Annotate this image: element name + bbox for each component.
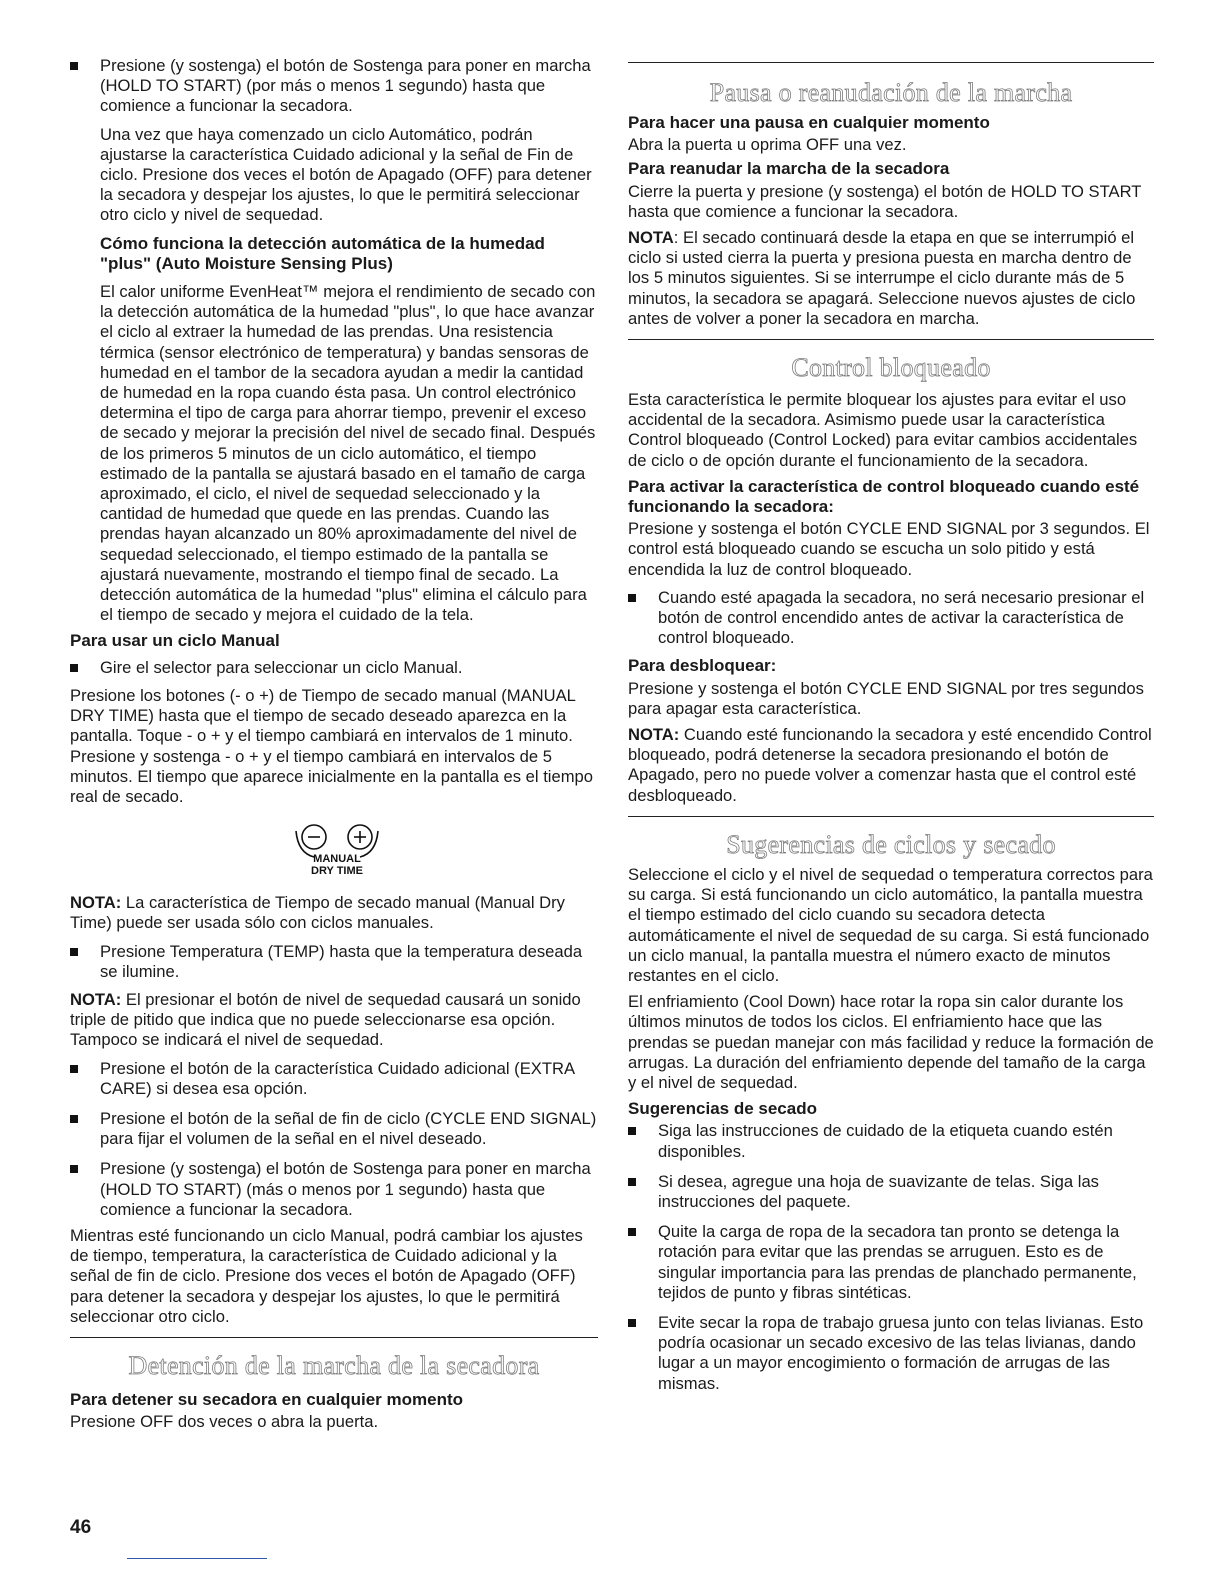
list-item: Cuando esté apagada la secadora, no será necesario presionar el botón de control encendido antes de activar la característica de control bloqueado.	[628, 588, 1154, 649]
manual-dry-time-buttons-icon	[274, 817, 394, 883]
left-column	[70, 56, 598, 1438]
section-divider	[628, 339, 1154, 340]
paragraph: Mientras esté funcionando un ciclo Manual, podrá cambiar los ajustes de tiempo, temperatura, la característica de Cuidado adicional y la señal de fin de ciclo. Presione dos veces el botón de Apagado (OFF) para detener la secadora y despejar los ajustes, lo que le permitirá seleccionar otro ciclo.	[70, 1225, 583, 1326]
list-item: Si desea, agregue una hoja de suavizante de telas. Siga las instrucciones del paquete.	[628, 1172, 1154, 1212]
subheading-unlock: Para desbloquear:	[628, 656, 777, 676]
paragraph: Presione y sostenga el botón CYCLE END SIGNAL por 3 segundos. El control está bloqueado cuando se escucha un solo pitido y está encendida la luz de control bloqueado.	[628, 519, 1150, 579]
list-item: Siga las instrucciones de cuidado de la etiqueta cuando estén disponibles.	[628, 1121, 1154, 1161]
figure-label-dry-time: DRY TIME	[311, 865, 363, 878]
note	[628, 725, 1154, 806]
section-divider	[628, 62, 1154, 63]
right-column	[628, 62, 1154, 1402]
note-label: NOTA:	[70, 893, 122, 913]
section-title-lock: Control bloqueado	[791, 353, 991, 383]
paragraph: Esta característica le permite bloquear los ajustes para evitar el uso accidental de la secadora. Asimismo puede usar la característica Control bloqueado (Control Locked) para evitar cambios accidentales de ciclo o de opción durante el funcionamiento de la secadora.	[628, 390, 1138, 470]
subheading-auto-moisture: Cómo funciona la detección automática de la humedad "plus" (Auto Moisture Sensing Plus)	[100, 233, 545, 273]
note	[70, 893, 598, 933]
figure-label-manual: MANUAL	[313, 853, 361, 866]
paragraph: Cierre la puerta y presione (y sostenga) el botón de HOLD TO START hasta que comience a funcionar la secadora.	[628, 181, 1142, 221]
subheading-tips: Sugerencias de secado	[628, 1099, 817, 1119]
list-item: Presione (y sostenga) el botón de Sostenga para poner en marcha (HOLD TO START) (por más o menos 1 segundo) hasta que comience a funcionar la secadora.	[70, 56, 598, 117]
section-divider	[628, 816, 1154, 817]
note	[70, 990, 598, 1051]
list-item: Presione el botón de la característica Cuidado adicional (EXTRA CARE) si desea esa opción.	[70, 1059, 598, 1099]
paragraph: Una vez que haya comenzado un ciclo Automático, podrán ajustarse la característica Cuidado adicional y la señal de Fin de ciclo. Presione dos veces el botón de Apagado (OFF) para detener la secadora y despejar los ajustes, lo que le permitirá seleccionar otro ciclo y nivel de sequedad.	[100, 124, 592, 225]
list-item: Presione el botón de la señal de fin de ciclo (CYCLE END SIGNAL) para fijar el volumen de la señal en el nivel deseado.	[70, 1109, 598, 1149]
note-text: : El secado continuará desde la etapa en que se interrumpió el ciclo si usted cierra la puerta y presiona puesta en marcha dentro de los 5 minutos siguientes. Si se interrumpe el ciclo durante más de 5 minutos, la secadora se apagará. Seleccione nuevos ajustes de ciclo antes de volver a poner la secadora en marcha.	[628, 228, 1136, 328]
note-text: La característica de Tiempo de secado manual (Manual Dry Time) puede ser usada sólo con ciclos manuales.	[70, 893, 565, 933]
note-text: El presionar el botón de nivel de sequedad causará un sonido triple de pitido que indica que no puede seleccionarse esa opción. Tampoco se indicará el nivel de sequedad.	[70, 989, 581, 1050]
subheading-resume: Para reanudar la marcha de la secadora	[628, 159, 950, 179]
subheading-stop: Para detener su secadora en cualquier momento	[70, 1389, 464, 1409]
note-label: NOTA:	[70, 989, 122, 1009]
paragraph: Presione OFF dos veces o abra la puerta.	[70, 1412, 379, 1432]
list-item: Presione Temperatura (TEMP) hasta que la temperatura deseada se ilumine.	[70, 942, 598, 982]
section-title-pause: Pausa o reanudación de la marcha	[709, 78, 1073, 107]
note-text: Cuando esté funcionando la secadora y esté encendido Control bloqueado, podrá detenerse la secadora presionando el botón de Apagado, pero no puede volver a comenzar hasta que el control esté desbloqueado.	[628, 725, 1152, 805]
section-title-stop: Detención de la marcha de la secadora	[128, 1350, 540, 1380]
note	[628, 228, 1154, 329]
paragraph: Presione los botones (- o +) de Tiempo de secado manual (MANUAL DRY TIME) hasta que el tiempo de secado deseado aparezca en la pantalla. Toque - o + y el tiempo cambiará en intervalos de 1 minuto. Presione y sostenga - o + y el tiempo cambiará en intervalos de 5 minutos. El tiempo que aparece inicialmente en la pantalla es el tiempo real de secado.	[70, 685, 594, 806]
section-title-tips: Sugerencias de ciclos y secado	[726, 829, 1056, 859]
list-item: Quite la carga de ropa de la secadora tan pronto se detenga la rotación para evitar que las prendas se arruguen. Esto es de singular importancia para las prendas de planchado permanente, tejidos de punto y fibras sintéticas.	[628, 1222, 1154, 1303]
note-label: NOTA:	[628, 725, 680, 745]
subheading-pause: Para hacer una pausa en cualquier momento	[628, 113, 990, 132]
list-item: Gire el selector para seleccionar un ciclo Manual.	[70, 658, 598, 678]
paragraph: Abra la puerta u oprima OFF una vez.	[628, 135, 907, 155]
list-item: Presione (y sostenga) el botón de Sostenga para poner en marcha (HOLD TO START) (más o menos por 1 segundo) hasta que comience a funcionar la secadora.	[70, 1159, 598, 1220]
paragraph: El calor uniforme EvenHeat™ mejora el rendimiento de secado con la detección automática de la humedad "plus", lo que hace avanzar el ciclo al extraer la humedad de las prendas. Una resistencia térmica (sensor electrónico de temperatura) y bandas sensoras de humedad en el tambor de la secadora ayudan a medir la cantidad de humedad en la ropa cuando ésta pasa. Un control electrónico determina el tipo de carga para ahorrar tiempo, prevenir el exceso de secado y mejorar la precisión del nivel de secado final. Después de los primeros 5 minutos de un ciclo automático, el tiempo estimado de la pantalla se ajustará basado en el tamaño de carga aproximado, el ciclo, el nivel de sequedad seleccionado y la cantidad de humedad que quede en las prendas. Cuando las prendas hayan alcanzado un 80% aproximadamente del nivel de sequedad seleccionado, el tiempo estimado de la pantalla se ajustará nuevamente, mostrando el tiempo final de secado. La detección automática de la humedad "plus" elimina el cálculo para el tiempo de secado y mejora el cuidado de la tela.	[100, 282, 596, 625]
subheading-activate-lock: Para activar la característica de control bloqueado cuando esté funcionando la secadora:	[628, 476, 1140, 517]
section-divider	[70, 1337, 598, 1338]
paragraph: Presione y sostenga el botón CYCLE END SIGNAL por tres segundos para apagar esta característica.	[628, 678, 1144, 718]
subheading-manual-cycle: Para usar un ciclo Manual	[70, 631, 280, 651]
page-number: 46	[70, 1517, 92, 1538]
paragraph: El enfriamiento (Cool Down) hace rotar la ropa sin calor durante los últimos minutos de todos los ciclos. El enfriamiento hace que las prendas se puedan manejar con más facilidad y reduce la formación de arrugas. La duración del enfriamiento depende del tamaño de la carga y el nivel de sequedad.	[628, 992, 1154, 1092]
manual-dry-time-figure	[70, 817, 598, 883]
note-label: NOTA	[628, 228, 674, 248]
footer-rule	[127, 1558, 267, 1559]
paragraph: Seleccione el ciclo y el nivel de sequedad o temperatura correctos para su carga. Si está funcionando un ciclo automático, la pantalla muestra el tiempo estimado del ciclo cuando su secadora detecta automáticamente el nivel de sequedad de su carga. Si está funcionado un ciclo manual, la pantalla muestra el número exacto de minutos restantes en el ciclo.	[628, 864, 1153, 985]
list-item: Evite secar la ropa de trabajo gruesa junto con telas livianas. Esto podría ocasionar un secado excesivo de las telas livianas, dando lugar a un mayor encogimiento o formación de arrugas de las mismas.	[628, 1313, 1154, 1394]
